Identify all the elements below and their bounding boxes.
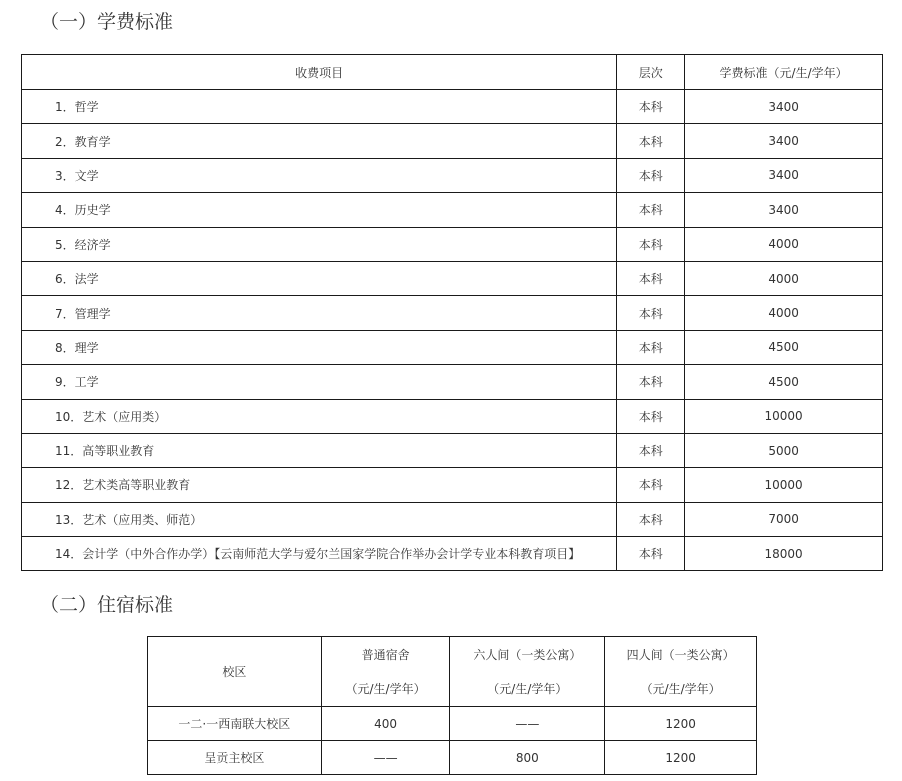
fee-item-cell: 3．文学	[22, 158, 617, 192]
header-regular-dorm-name: 普通宿舍	[361, 647, 410, 662]
level-cell: 本科	[617, 433, 685, 467]
level-cell: 本科	[617, 468, 685, 502]
level-cell: 本科	[617, 193, 685, 227]
level-cell: 本科	[617, 537, 685, 571]
fee-cell: 10000	[685, 399, 883, 433]
header-fee-standard: 学费标准（元/生/学年）	[685, 55, 883, 90]
level-cell: 本科	[617, 124, 685, 158]
table-row	[148, 707, 757, 741]
six-person-cell: 800	[450, 741, 605, 775]
table-row	[22, 158, 883, 192]
header-campus: 校区	[148, 637, 322, 707]
table-row	[22, 330, 883, 364]
regular-dorm-cell: 400	[321, 707, 450, 741]
regular-dorm-cell: ——	[321, 741, 450, 775]
tuition-table	[21, 54, 883, 571]
fee-cell: 4500	[685, 365, 883, 399]
table-row	[148, 741, 757, 775]
four-person-cell: 1200	[605, 741, 757, 775]
campus-cell: 呈贡主校区	[148, 741, 322, 775]
table-row	[22, 468, 883, 502]
level-cell: 本科	[617, 158, 685, 192]
header-four-person-unit: （元/生/学年）	[640, 681, 721, 696]
level-cell: 本科	[617, 399, 685, 433]
six-person-cell: ——	[450, 707, 605, 741]
table-row	[22, 124, 883, 158]
level-cell: 本科	[617, 365, 685, 399]
fee-item-cell: 10．艺术（应用类）	[22, 399, 617, 433]
four-person-cell: 1200	[605, 707, 757, 741]
level-cell: 本科	[617, 296, 685, 330]
header-four-person-name: 四人间（一类公寓）	[626, 647, 735, 662]
level-cell: 本科	[617, 261, 685, 295]
header-level: 层次	[617, 55, 685, 90]
table-row	[22, 296, 883, 330]
fee-cell: 3400	[685, 124, 883, 158]
fee-item-cell: 9．工学	[22, 365, 617, 399]
table-row	[22, 227, 883, 261]
table-row	[22, 90, 883, 124]
fee-item-cell: 11．高等职业教育	[22, 433, 617, 467]
table-row	[22, 399, 883, 433]
table-row	[22, 537, 883, 571]
level-cell: 本科	[617, 227, 685, 261]
fee-cell: 18000	[685, 537, 883, 571]
header-fee-item: 收费项目	[22, 55, 617, 90]
table-row	[22, 193, 883, 227]
section-title-accommodation: （二）住宿标准	[40, 594, 174, 616]
table-row	[22, 261, 883, 295]
table-row	[22, 365, 883, 399]
header-four-person	[605, 637, 757, 707]
fee-cell: 4000	[685, 261, 883, 295]
fee-item-cell: 12．艺术类高等职业教育	[22, 468, 617, 502]
fee-cell: 10000	[685, 468, 883, 502]
accommodation-header-row	[148, 637, 757, 707]
tuition-header-row	[22, 55, 883, 90]
fee-cell: 3400	[685, 90, 883, 124]
fee-item-cell: 5．经济学	[22, 227, 617, 261]
fee-cell: 3400	[685, 158, 883, 192]
section-title-tuition: （一）学费标准	[40, 11, 174, 33]
table-row	[22, 433, 883, 467]
table-row	[22, 502, 883, 536]
header-six-person-unit: （元/生/学年）	[487, 681, 568, 696]
fee-cell: 7000	[685, 502, 883, 536]
fee-cell: 3400	[685, 193, 883, 227]
fee-item-cell: 4．历史学	[22, 193, 617, 227]
fee-cell: 5000	[685, 433, 883, 467]
header-regular-dorm-unit: （元/生/学年）	[345, 681, 426, 696]
accommodation-table	[147, 636, 757, 775]
fee-cell: 4000	[685, 296, 883, 330]
fee-item-cell: 7．管理学	[22, 296, 617, 330]
fee-item-cell: 14．会计学（中外合作办学）【云南师范大学与爱尔兰国家学院合作举办会计学专业本科教育项目】	[22, 537, 617, 571]
header-six-person	[450, 637, 605, 707]
level-cell: 本科	[617, 90, 685, 124]
fee-cell: 4500	[685, 330, 883, 364]
fee-item-cell: 6．法学	[22, 261, 617, 295]
fee-item-cell: 13．艺术（应用类、师范）	[22, 502, 617, 536]
level-cell: 本科	[617, 330, 685, 364]
fee-item-cell: 8．理学	[22, 330, 617, 364]
fee-item-cell: 2．教育学	[22, 124, 617, 158]
fee-cell: 4000	[685, 227, 883, 261]
header-regular-dorm	[321, 637, 450, 707]
header-six-person-name: 六人间（一类公寓）	[473, 647, 582, 662]
level-cell: 本科	[617, 502, 685, 536]
fee-item-cell: 1．哲学	[22, 90, 617, 124]
campus-cell: 一二·一西南联大校区	[148, 707, 322, 741]
